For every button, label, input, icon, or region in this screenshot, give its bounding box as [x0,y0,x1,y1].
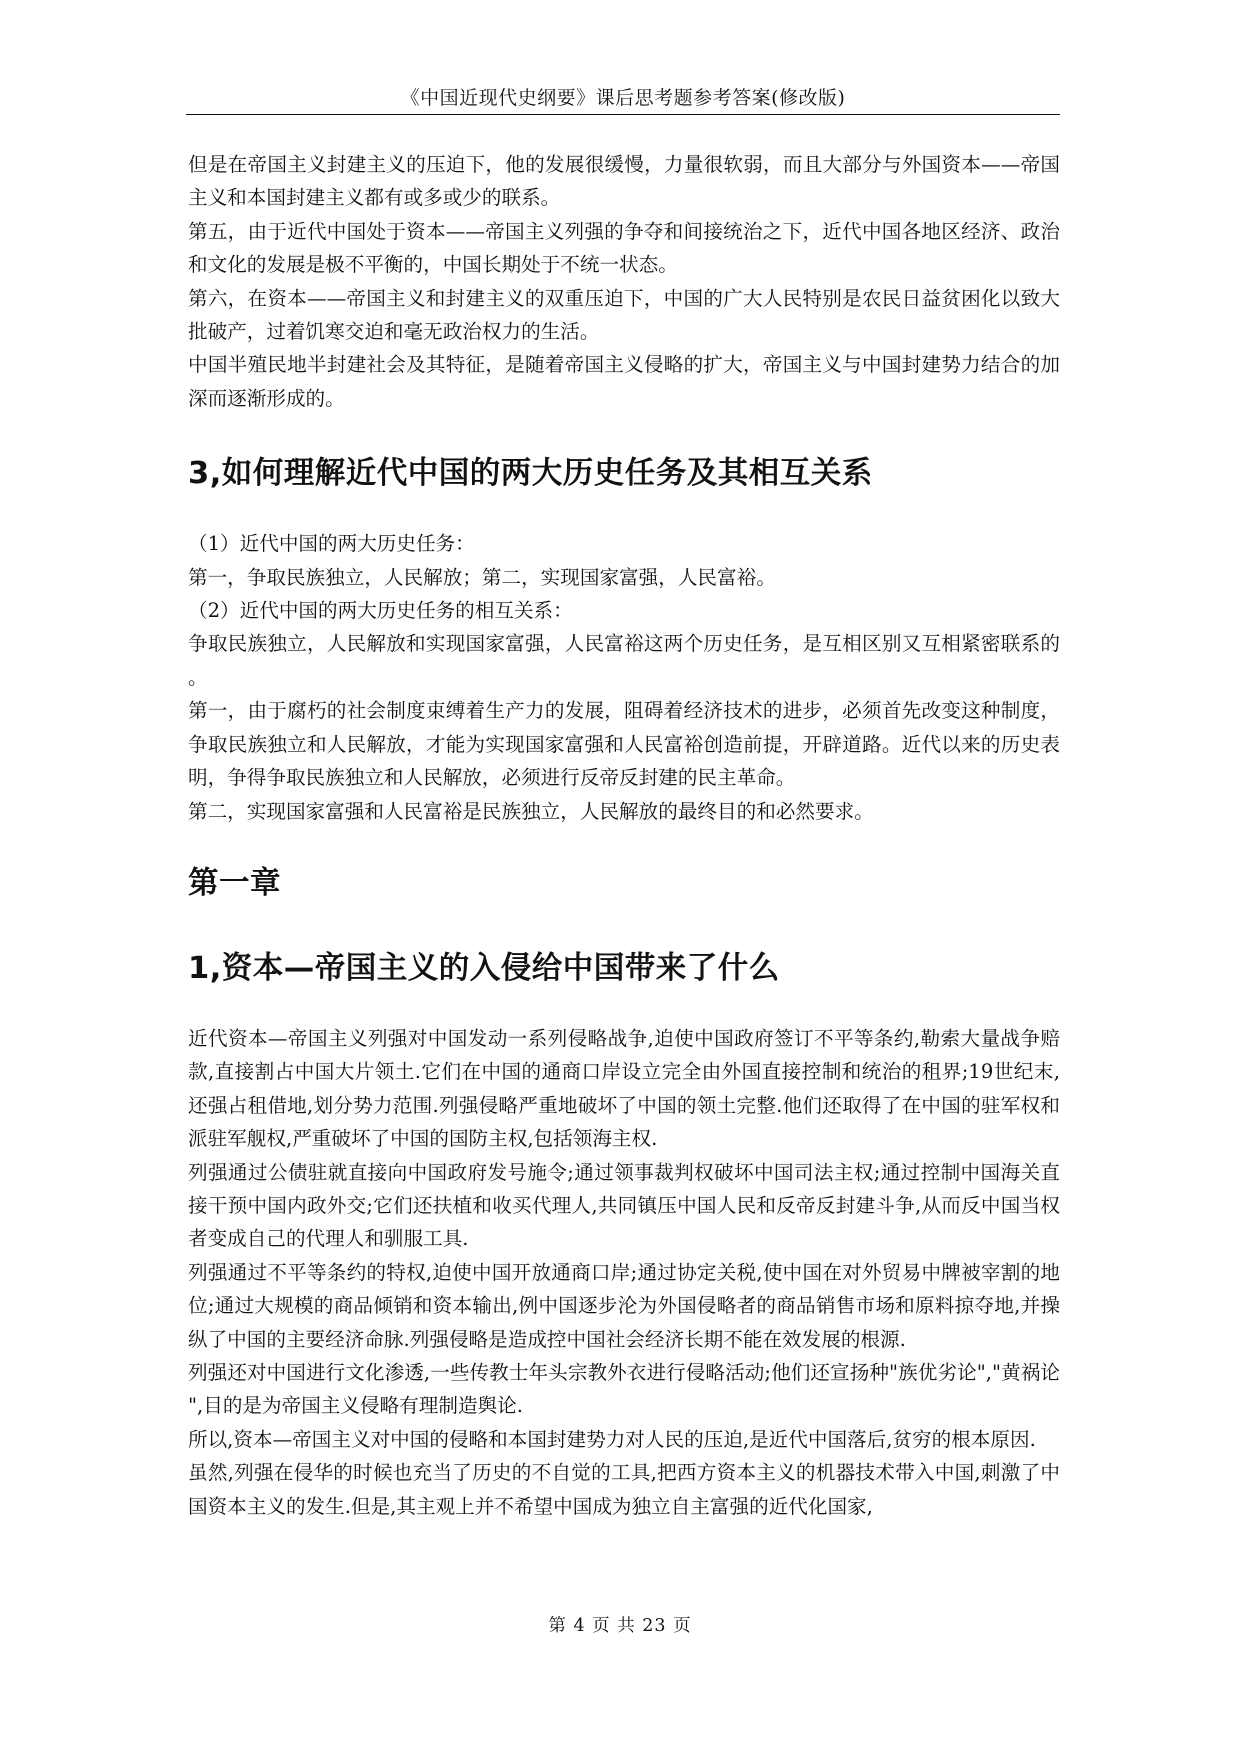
paragraph: 第一，由于腐朽的社会制度束缚着生产力的发展，阻碍着经济技术的进步，必须首先改变这种制度，争取民族独立和人民解放，才能为实现国家富强和人民富裕创造前提，开辟道路。近代以来的历史表明，争得争取民族独立和人民解放，必须进行反帝反封建的民主革命。 [188,699,1060,790]
question-heading: 1,资本—帝国主义的入侵给中国带来了什么 [188,950,780,986]
page-content [188,148,1060,1523]
running-header: 《中国近现代史纲要》课后思考题参考答案(修改版) [400,87,846,109]
question-heading: 3,如何理解近代中国的两大历史任务及其相互关系 [188,456,873,492]
paragraph: 争取民族独立，人民解放和实现国家富强，人民富裕这两个历史任务，是互相区别又互相紧密联系的。 [188,632,1060,689]
paragraph: （1）近代中国的两大历史任务： [188,532,475,556]
chapter-heading: 第一章 [188,865,281,901]
header-divider [186,114,1060,115]
paragraph: 但是在帝国主义封建主义的压迫下，他的发展很缓慢，力量很软弱，而且大部分与外国资本——帝国主义和本国封建主义都有或多或少的联系。 [188,153,1060,210]
paragraph: 列强通过不平等条约的特权,迫使中国开放通商口岸;通过协定关税,使中国在对外贸易中牌被宰割的地位;通过大规模的商品倾销和资本输出,例中国逐步沦为外国侵略者的商品销售市场和原料掠夺地,并操纵了中国的主要经济命脉.列强侵略是造成控中国社会经济长期不能在效发展的根源. [188,1260,1060,1351]
paragraph: 第五，由于近代中国处于资本——帝国主义列强的争夺和间接统治之下，近代中国各地区经济、政治和文化的发展是极不平衡的，中国长期处于不统一状态。 [188,219,1060,277]
paragraph: （2）近代中国的两大历史任务的相互关系： [188,599,573,623]
paragraph: 第一，争取民族独立，人民解放；第二，实现国家富强，人民富裕。 [188,565,776,589]
paragraph: 列强通过公债驻就直接向中国政府发号施令;通过领事裁判权破坏中国司法主权;通过控制中国海关直接干预中国内政外交;它们还扶植和收买代理人,共同镇压中国人民和反帝反封建斗争,从而反中国当权者变成自己的代理人和驯服工具. [188,1160,1060,1251]
paragraph: 中国半殖民地半封建社会及其特征，是随着帝国主义侵略的扩大，帝国主义与中国封建势力结合的加深而逐渐形成的。 [188,353,1060,410]
paragraph: 虽然,列强在侵华的时候也充当了历史的不自觉的工具,把西方资本主义的机器技术带入中国,刺激了中国资本主义的发生.但是,其主观上并不希望中国成为独立自主富强的近代化国家, [188,1461,1060,1518]
paragraph: 第二，实现国家富强和人民富裕是民族独立，人民解放的最终目的和必然要求。 [188,799,874,823]
paragraph: 列强还对中国进行文化渗透,一些传教士年头宗教外衣进行侵略活动;他们还宣扬种"族优劣论","黄祸论",目的是为帝国主义侵略有理制造舆论. [188,1360,1060,1418]
paragraph: 近代资本—帝国主义列强对中国发动一系列侵略战争,迫使中国政府签订不平等条约,勒索大量战争赔款,直接割占中国大片领土.它们在中国的通商口岸设立完全由外国直接控制和统治的租界;19世纪末,还强占租借地,划分势力范围.列强侵略严重地破坏了中国的领土完整.他们还取得了在中国的驻军权和派驻军舰权,严重破坏了中国的国防主权,包括领海主权. [188,1026,1060,1151]
paragraph: 第六，在资本——帝国主义和封建主义的双重压迫下，中国的广大人民特别是农民日益贫困化以致大批破产，过着饥寒交迫和毫无政治权力的生活。 [188,286,1060,344]
page-number-footer: 第 4 页 共 23 页 [548,1616,692,1636]
paragraph: 所以,资本—帝国主义对中国的侵略和本国封建势力对人民的压迫,是近代中国落后,贫穷的根本原因. [188,1427,1036,1451]
